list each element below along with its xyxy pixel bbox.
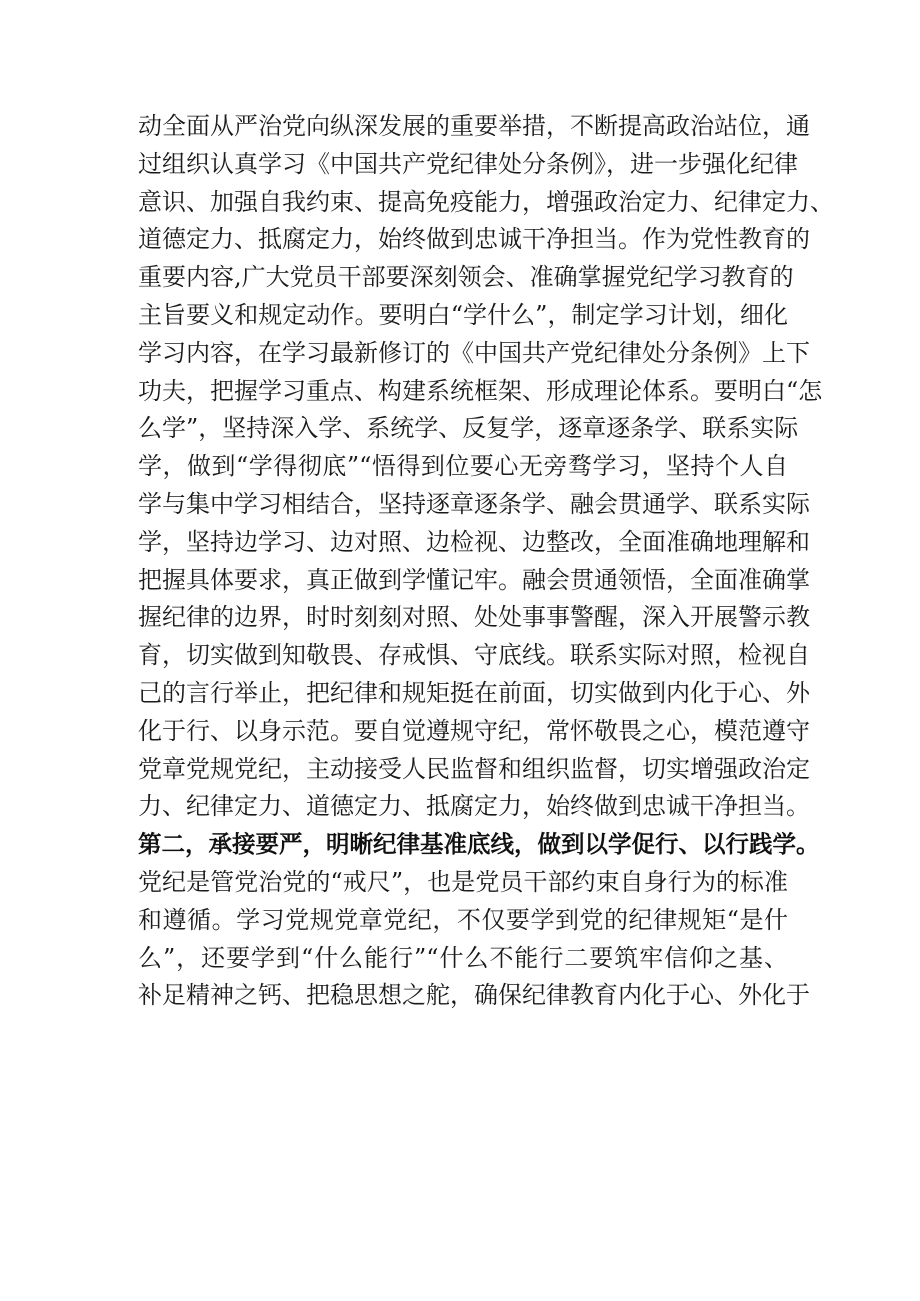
paragraph-line: 过组织认真学习《中国共产党纪律处分条例》，进一步强化纪律 <box>138 149 798 178</box>
paragraph-line: 党章党规党纪，主动接受人民监督和组织监督，切实增强政治定 <box>138 754 810 783</box>
paragraph-line: 么”，还要学到“什么能行”“什么不能行二要筑牢信仰之基、 <box>138 943 788 972</box>
paragraph-line: 和遵循。学习党规党章党纪，不仅要学到党的纪律规矩“是什 <box>138 905 788 934</box>
paragraph-line: 己的言行举止，把纪律和规矩挺在前面，切实做到内化于心、外 <box>138 678 810 707</box>
document-body <box>138 108 834 1015</box>
paragraph-line: 学，坚持边学习、边对照、边检视、边整改，全面准确地理解和 <box>138 527 810 556</box>
paragraph-line: 握纪律的边界，时时刻刻对照、处处事事警醒，深入开展警示教 <box>138 603 810 632</box>
paragraph-line: 重要内容,广大党员干部要深刻领会、准确掌握党纪学习教育的 <box>138 263 794 292</box>
section-heading: 第二，承接要严，明晰纪律基准底线，做到以学促行、以行践学。 <box>138 830 820 859</box>
paragraph-line: 学，做到“学得彻底”“悟得到位要心无旁骛学习，坚持个人自 <box>138 452 788 481</box>
paragraph-line: 功夫，把握学习重点、构建系统框架、形成理论体系。要明白“怎 <box>138 376 823 405</box>
paragraph-line: 学与集中学习相结合，坚持逐章逐条学、融会贯通学、联系实际 <box>138 489 810 518</box>
paragraph-line: 么学”，坚持深入学、系统学、反复学，逐章逐条学、联系实际 <box>138 414 799 443</box>
paragraph-line: 党纪是管党治党的“戒尺”，也是党员干部约束自身行为的标准 <box>138 867 788 896</box>
paragraph-line: 主旨要义和规定动作。要明白“学什么”，制定学习计划，细化 <box>138 300 788 329</box>
paragraph-line: 育，切实做到知敬畏、存戒惧、守底线。联系实际对照，检视自 <box>138 641 810 670</box>
paragraph-line: 把握具体要求，真正做到学懂记牢。融会贯通领悟，全面准确掌 <box>138 565 810 594</box>
paragraph-line: 学习内容，在学习最新修订的《中国共产党纪律处分条例》上下 <box>138 338 810 367</box>
paragraph-line: 补足精神之钙、把稳思想之舵，确保纪律教育内化于心、外化于 <box>138 981 810 1010</box>
paragraph-line: 意识、加强自我约束、提高免疫能力，增强政治定力、纪律定力、 <box>138 187 834 216</box>
paragraph-line: 力、纪律定力、道德定力、抵腐定力，始终做到忠诚干净担当。 <box>138 792 810 821</box>
paragraph-line: 道德定力、抵腐定力，始终做到忠诚干净担当。作为党性教育的 <box>138 225 810 254</box>
paragraph-line: 化于行、以身示范。要自觉遵规守纪，常怀敬畏之心，模范遵守 <box>138 716 810 745</box>
paragraph-line: 动全面从严治党向纵深发展的重要举措，不断提高政治站位，通 <box>138 112 810 140</box>
